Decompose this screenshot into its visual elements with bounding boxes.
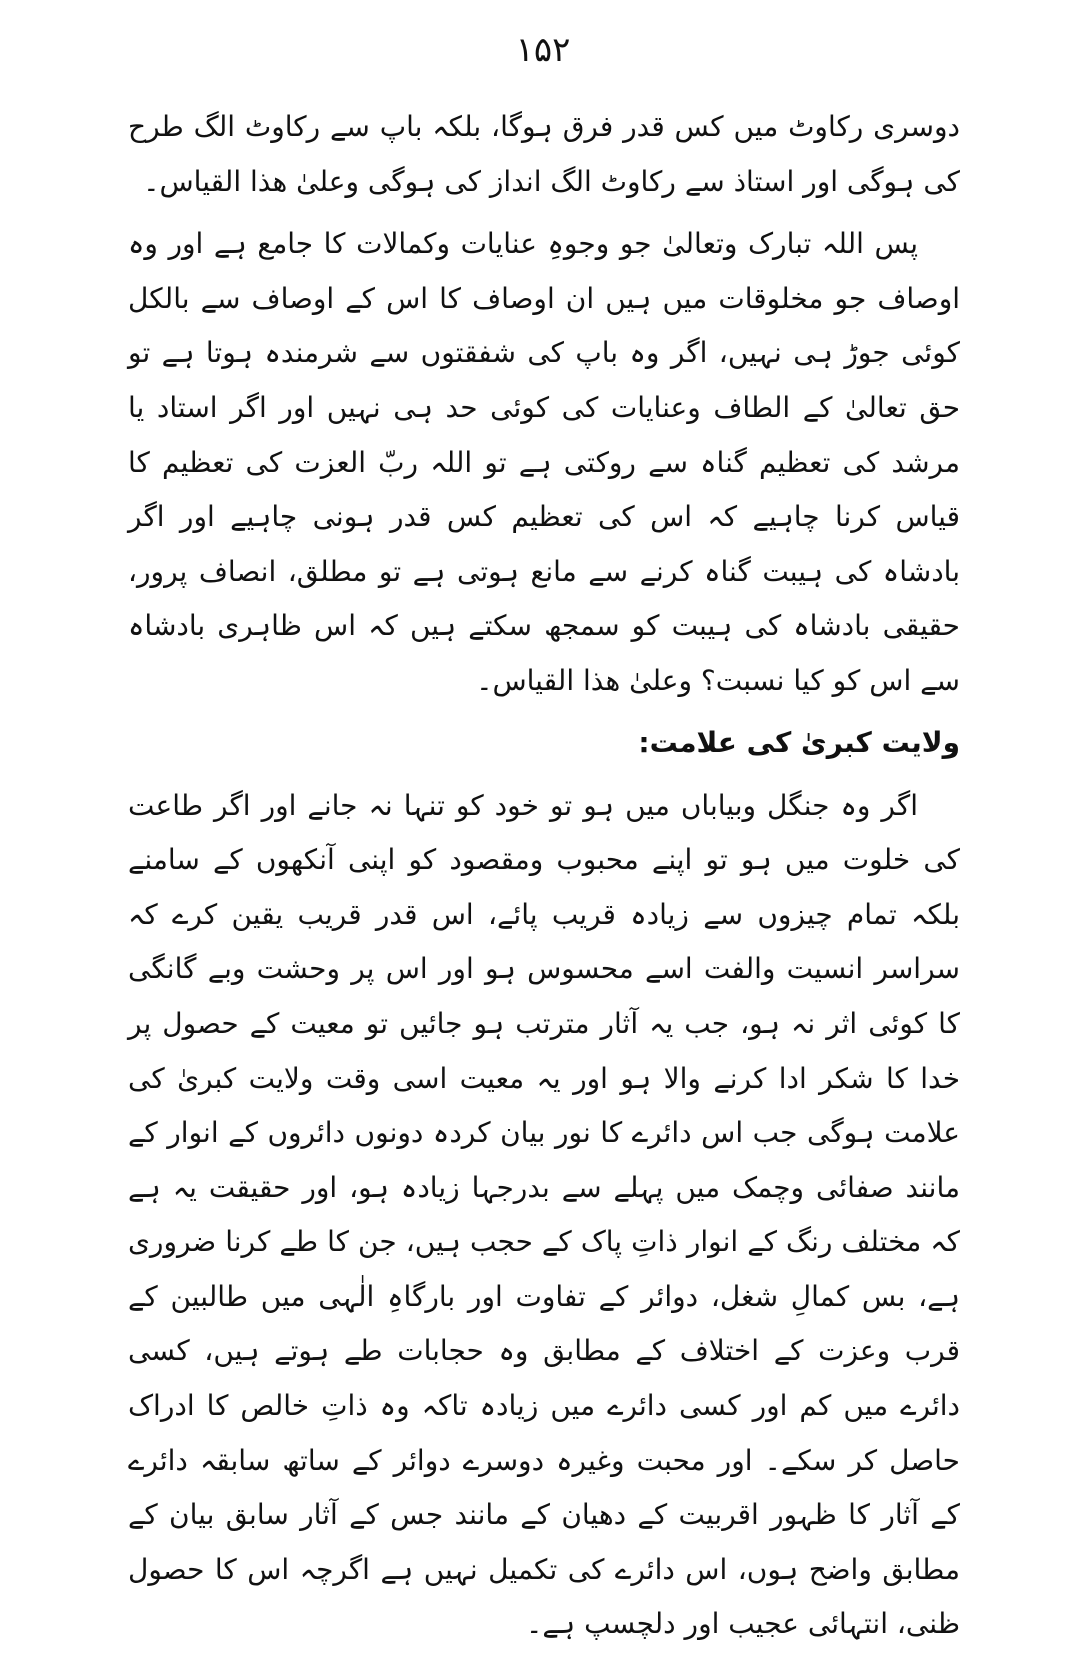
page-number: ۱۵۲ <box>515 30 571 70</box>
paragraph-divine-attributes: پس اللہ تبارک وتعالیٰ جو وجوہِ عنایات وکمالات کا جامع ہے اور وہ اوصاف جو مخلوقات میں ہیں ان اوصاف کا اس کے اوصاف سے بالکل کوئی جوڑ ہی نہیں، اگر وہ باپ کی شفقتوں سے شرمندہ ہوتا ہے تو حق تعالیٰ کے الطاف وعنایات کی کوئی حد ہی نہیں اور اگر استاد یا مرشد کی تعظیم گناہ سے روکتی ہے تو اللہ ربّ العزت کی تعظیم کا قیاس کرنا چاہیے کہ اس کی تعظیم کس قدر ہونی چاہیے اور اگر بادشاہ کی ہیبت گناہ کرنے سے مانع ہوتی ہے تو مطلق، انصاف پرور، حقیقی بادشاہ کی ہیبت کو سمجھ سکتے ہیں کہ اس ظاہری بادشاہ سے اس کو کیا نسبت؟ وعلیٰ ھذا القیاس۔ <box>128 227 960 697</box>
paragraph-signs-of-wilayat-kubra: اگر وہ جنگل وبیاباں میں ہو تو خود کو تنہا نہ جانے اور اگر طاعت کی خلوت میں ہو تو اپنے محبوب ومقصود کو اپنی آنکھوں کے سامنے بلکہ تمام چیزوں سے زیادہ قریب پائے، اس قدر قریب یقین کرے کہ سراسر انسیت والفت اسے محسوس ہو اور اس پر وحشت وبے گانگی کا کوئی اثر نہ ہو، جب یہ آثار مترتب ہو جائیں تو معیت کے حصول پر خدا کا شکر ادا کرنے والا ہو اور یہ معیت اسی وقت ولایت کبریٰ کی علامت ہوگی جب اس دائرے کا نور بیان کردہ دونوں دائروں کے انوار کے مانند صفائی وچمک میں پہلے سے بدرجہا زیادہ ہو، اور حقیقت یہ ہے کہ مختلف رنگ کے انوار ذاتِ پاک کے حجب ہیں، جن کا طے کرنا ضروری ہے، بس کمالِ شغل، دوائر کے تفاوت اور بارگاہِ الٰہی میں طالبین کے قرب وعزت کے اختلاف کے مطابق وہ حجابات طے ہوتے ہیں، کسی دائرے میں کم اور کسی دائرے میں زیادہ تاکہ وہ ذاتِ خالص کا ادراک حاصل کر سکے۔ اور محبت وغیرہ دوسرے دوائر کے ساتھ سابقہ دائرے کے آثار کا ظہور اقربیت کے دھیان کے مانند جس کے آثار سابق بیان کے مطابق واضح ہوں، اس دائرے کی تکمیل نہیں ہے اگرچہ اس کا حصول ظنی، انتہائی عجیب اور دلچسپ ہے۔ <box>128 788 960 1641</box>
page-body <box>128 100 960 1660</box>
paragraph-obstacles-comparison: دوسری رکاوٹ میں کس قدر فرق ہوگا، بلکہ باپ سے رکاوٹ الگ طرح کی ہوگی اور استاذ سے رکاوٹ الگ انداز کی ہوگی وعلیٰ ھذا القیاس۔ <box>128 110 960 198</box>
section-heading-wilayat-kubra: ولایت کبریٰ کی علامت: <box>638 725 960 759</box>
